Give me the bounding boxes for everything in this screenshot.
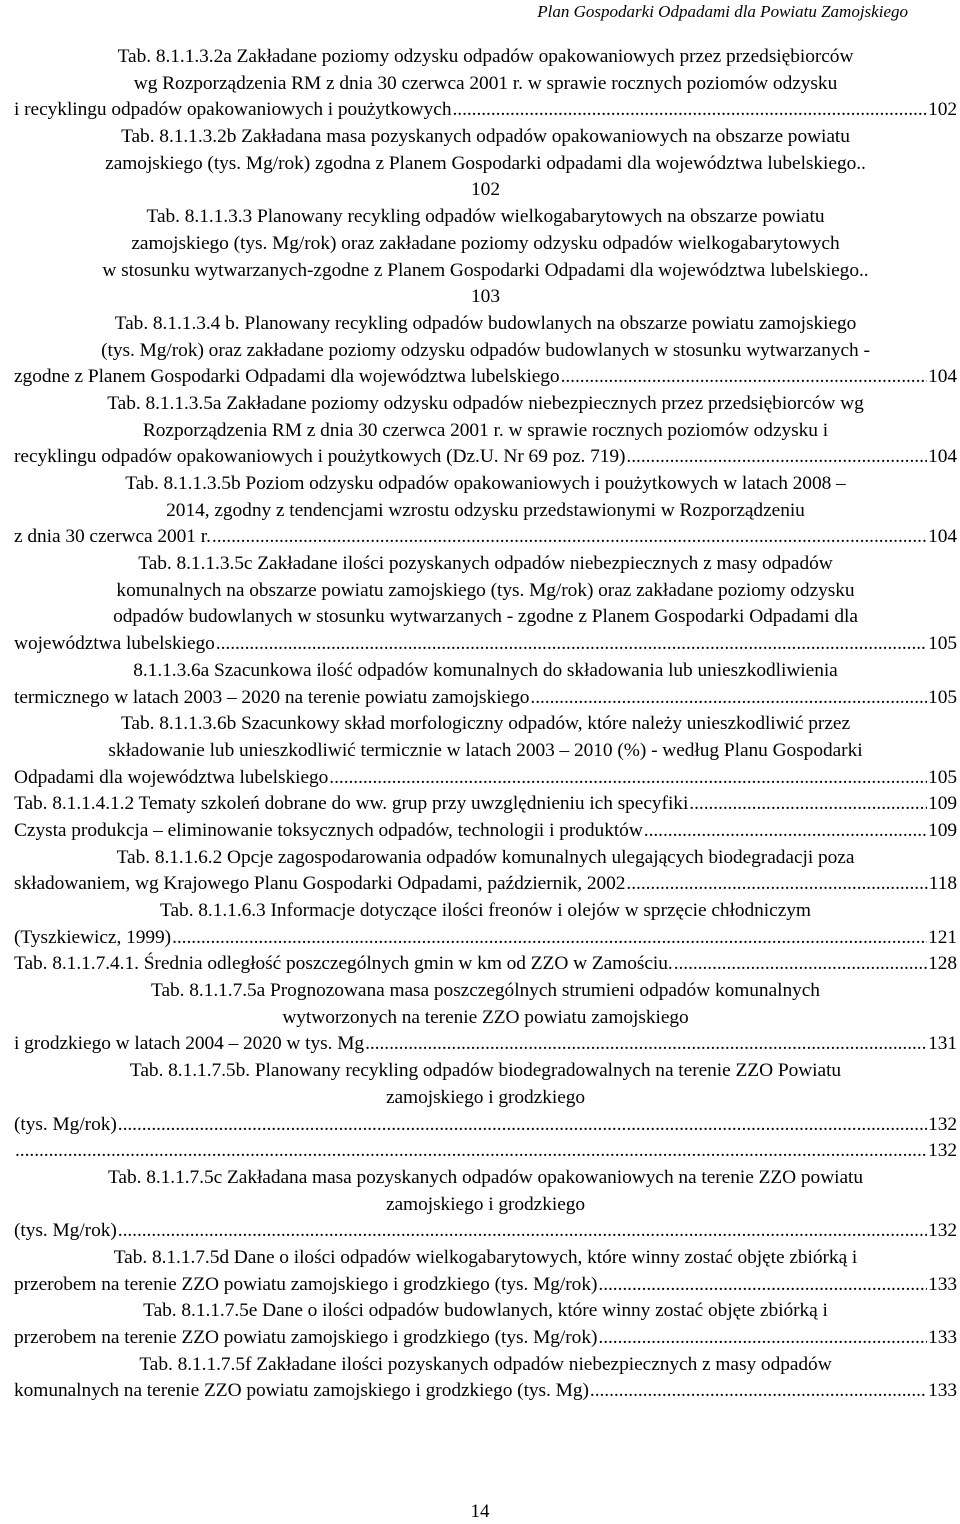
toc-entry-text: przerobem na terenie ZZO powiatu zamojskiego i grodzkiego (tys. Mg/rok) bbox=[14, 1327, 598, 1348]
dot-leader bbox=[689, 791, 927, 818]
dot-leader bbox=[212, 524, 927, 551]
toc-entry-line: Tab. 8.1.1.3.2b Zakładana masa pozyskanych odpadów opakowaniowych na obszarze powiatu bbox=[121, 126, 850, 148]
toc-entry-line: Tab. 8.1.1.3.2a Zakładane poziomy odzysku odpadów opakowaniowych przez przedsiębiorców bbox=[117, 46, 854, 67]
dot-leader bbox=[118, 1112, 927, 1139]
dot-leader bbox=[598, 1325, 927, 1352]
toc-entry-line: odpadów budowlanych w stosunku wytwarzanych - zgodne z Planem Gospodarki Odpadami dla bbox=[113, 606, 858, 628]
toc-entry-text: Czysta produkcja – eliminowanie toksycznych odpadów, technologii i produktów bbox=[14, 819, 643, 841]
toc-entry-line: Tab. 8.1.1.3.4 b. Planowany recykling odpadów budowlanych na obszarze powiatu zamojskiego bbox=[114, 312, 857, 334]
toc-page-number: 133 bbox=[928, 1327, 957, 1348]
dot-leader bbox=[644, 818, 927, 845]
running-header: Plan Gospodarki Odpadami dla Powiatu Zamojskiego bbox=[537, 2, 908, 21]
toc-page-number: 132 bbox=[928, 1140, 957, 1162]
dot-leader bbox=[626, 444, 927, 471]
toc-entry-line bbox=[14, 1272, 957, 1299]
toc-entry-line: zamojskiego i grodzkiego bbox=[385, 1193, 586, 1215]
toc-entry-line: wg Rozporządzenia RM z dnia 30 czerwca 2001 r. w sprawie rocznych poziomów odzysku bbox=[133, 72, 838, 94]
toc-entry-line: składowanie lub unieszkodliwić termicznie w latach 2003 – 2010 (%) - według Planu Gospodarki bbox=[108, 739, 863, 761]
toc-page-number: 132 bbox=[928, 1220, 957, 1242]
toc-entry-line bbox=[14, 871, 957, 898]
dot-leader bbox=[598, 1272, 927, 1299]
toc-entry-line bbox=[14, 1138, 957, 1165]
toc-entry-line: Tab. 8.1.1.7.5c Zakładana masa pozyskanych odpadów opakowaniowych na terenie ZZO powiatu bbox=[107, 1166, 864, 1188]
toc-entry-line bbox=[14, 631, 957, 658]
table-of-contents bbox=[14, 44, 957, 1405]
dot-leader bbox=[365, 1031, 927, 1058]
toc-entry-line: Tab. 8.1.1.3.5b Poziom odzysku odpadów opakowaniowych i poużytkowych w latach 2008 – bbox=[125, 473, 846, 494]
toc-entry-line: zamojskiego (tys. Mg/rok) oraz zakładane poziomy odzysku odpadów wielkogabarytowych bbox=[131, 232, 840, 254]
toc-entry-line: (tys. Mg/rok) oraz zakładane poziomy odzysku odpadów budowlanych w stosunku wytwarzanych - bbox=[101, 339, 870, 361]
dot-leader bbox=[452, 97, 927, 124]
toc-entry-line: 2014, zgodny z tendencjami wzrostu odzysku przedstawionymi w Rozporządzeniu bbox=[166, 499, 805, 521]
dot-leader bbox=[216, 631, 927, 658]
toc-entry-line: Tab. 8.1.1.3.5c Zakładane ilości pozyskanych odpadów niebezpiecznych z masy odpadów bbox=[138, 553, 833, 575]
toc-entry-text: zgodne z Planem Gospodarki Odpadami dla województwa lubelskiego bbox=[14, 366, 560, 388]
toc-page-number: 105 bbox=[928, 686, 957, 708]
toc-page-number: 109 bbox=[928, 793, 957, 815]
toc-entry-line: Tab. 8.1.1.7.5a Prognozowana masa poszczególnych strumieni odpadów komunalnych bbox=[151, 980, 820, 1002]
toc-entry-text: (tys. Mg/rok) bbox=[14, 1113, 117, 1135]
toc-entry-line bbox=[14, 791, 957, 818]
toc-entry-line: Tab. 8.1.1.7.5b. Planowany recykling odpadów biodegradowalnych na terenie ZZO Powiatu bbox=[129, 1060, 842, 1082]
toc-entry-line bbox=[14, 524, 957, 551]
dot-leader bbox=[626, 871, 927, 898]
toc-page-number: 104 bbox=[928, 446, 957, 468]
toc-page-number: 133 bbox=[928, 1273, 957, 1295]
dot-leader bbox=[172, 925, 927, 952]
toc-entry-line: Rozporządzenia RM z dnia 30 czerwca 2001 r. w sprawie rocznych poziomów odzysku i bbox=[142, 419, 829, 441]
toc-entry-text: komunalnych na terenie ZZO powiatu zamojskiego i grodzkiego (tys. Mg) bbox=[14, 1380, 589, 1402]
toc-entry-line: wytworzonych na terenie ZZO powiatu zamojskiego bbox=[282, 1006, 689, 1028]
toc-entry-line: Tab. 8.1.1.6.2 Opcje zagospodarowania odpadów komunalnych ulegających biodegradacji poza bbox=[116, 846, 855, 868]
toc-entry-text: przerobem na terenie ZZO powiatu zamojskiego i grodzkiego (tys. Mg/rok) bbox=[14, 1273, 598, 1295]
toc-entry-line bbox=[14, 444, 957, 471]
toc-entry-line: 103 bbox=[471, 286, 500, 308]
dot-leader bbox=[15, 1138, 927, 1165]
toc-entry-line: komunalnych na obszarze powiatu zamojskiego (tys. Mg/rok) oraz zakładane poziomy odzysku bbox=[116, 579, 855, 601]
toc-entry-text: Odpadami dla województwa lubelskiego bbox=[14, 766, 329, 788]
toc-page-number: 133 bbox=[928, 1380, 957, 1402]
toc-entry-text: (tys. Mg/rok) bbox=[14, 1220, 117, 1242]
toc-entry-line: Tab. 8.1.1.7.5d Dane o ilości odpadów wielkogabarytowych, które winny zostać objęte zbiórką i bbox=[113, 1246, 858, 1268]
toc-entry-text: Tab. 8.1.1.7.4.1. Średnia odległość poszczególnych gmin w km od ZZO w Zamościu. bbox=[14, 953, 673, 975]
dot-leader bbox=[530, 685, 927, 712]
toc-entry-line bbox=[14, 97, 957, 124]
toc-entry-line bbox=[14, 1325, 957, 1352]
toc-entry-line bbox=[14, 951, 957, 978]
toc-page-number: 118 bbox=[928, 873, 957, 895]
toc-entry-line bbox=[14, 364, 957, 391]
toc-entry-line bbox=[14, 1218, 957, 1245]
toc-entry-line bbox=[14, 925, 957, 952]
toc-entry-text: recyklingu odpadów opakowaniowych i poużytkowych (Dz.U. Nr 69 poz. 719) bbox=[14, 446, 626, 468]
toc-page-number: 105 bbox=[928, 633, 957, 655]
toc-entry-line: w stosunku wytwarzanych-zgodne z Planem Gospodarki Odpadami dla województwa lubelskiego.. bbox=[102, 259, 869, 281]
toc-entry-line bbox=[14, 1378, 957, 1405]
toc-page-number: 121 bbox=[928, 926, 957, 948]
page-number: 14 bbox=[470, 1501, 490, 1522]
toc-entry-text: (Tyszkiewicz, 1999) bbox=[14, 926, 172, 948]
toc-page-number: 105 bbox=[928, 766, 957, 788]
toc-page-number: 132 bbox=[928, 1113, 957, 1135]
toc-entry-line: Tab. 8.1.1.6.3 Informacje dotyczące ilości freonów i olejów w sprzęcie chłodniczym bbox=[160, 900, 811, 921]
toc-entry-line: Tab. 8.1.1.3.6b Szacunkowy skład morfologiczny odpadów, które należy unieszkodliwić przez bbox=[120, 713, 851, 735]
toc-entry-line: zamojskiego i grodzkiego bbox=[385, 1086, 586, 1108]
toc-entry-line: zamojskiego (tys. Mg/rok) zgodna z Planem Gospodarki odpadami dla województwa lubelskiego.. bbox=[105, 152, 866, 174]
toc-page-number: 104 bbox=[928, 526, 957, 548]
toc-entry-line bbox=[14, 1112, 957, 1139]
toc-entry-line bbox=[14, 818, 957, 845]
toc-page-number: 102 bbox=[928, 99, 957, 121]
dot-leader bbox=[590, 1378, 927, 1405]
dot-leader bbox=[561, 364, 927, 391]
dot-leader bbox=[674, 951, 927, 978]
toc-entry-text: i recyklingu odpadów opakowaniowych i poużytkowych bbox=[14, 99, 452, 121]
toc-entry-line: Tab. 8.1.1.3.3 Planowany recykling odpadów wielkogabarytowych na obszarze powiatu bbox=[146, 206, 825, 228]
toc-entry-line: Tab. 8.1.1.3.5a Zakładane poziomy odzysku odpadów niebezpiecznych przez przedsiębiorców wg bbox=[107, 392, 864, 414]
toc-entry-line bbox=[14, 765, 957, 792]
toc-page-number: 109 bbox=[928, 819, 957, 841]
toc-entry-line: Tab. 8.1.1.7.5e Dane o ilości odpadów budowlanych, które winny zostać objęte zbiórką i bbox=[143, 1300, 828, 1322]
toc-entry-line: Tab. 8.1.1.7.5f Zakładane ilości pozyskanych odpadów niebezpiecznych z masy odpadów bbox=[139, 1353, 832, 1375]
dot-leader bbox=[118, 1218, 927, 1245]
toc-entry-text: Tab. 8.1.1.4.1.2 Tematy szkoleń dobrane do ww. grup przy uwzględnieniu ich specyfiki bbox=[14, 793, 689, 815]
toc-entry-text: województwa lubelskiego bbox=[14, 633, 215, 655]
toc-entry-text: i grodzkiego w latach 2004 – 2020 w tys. Mg bbox=[14, 1033, 365, 1055]
toc-page-number: 131 bbox=[928, 1033, 957, 1055]
toc-page-number: 128 bbox=[928, 953, 957, 975]
toc-entry-text: termicznego w latach 2003 – 2020 na terenie powiatu zamojskiego bbox=[14, 686, 530, 708]
toc-entry-text: składowaniem, wg Krajowego Planu Gospodarki Odpadami, październik, 2002 bbox=[14, 873, 626, 895]
toc-entry-line bbox=[14, 1031, 957, 1058]
toc-page-number: 104 bbox=[928, 366, 957, 388]
toc-entry-line: 8.1.1.3.6a Szacunkowa ilość odpadów komunalnych do składowania lub unieszkodliwienia bbox=[133, 659, 838, 681]
toc-entry-line bbox=[14, 685, 957, 712]
dot-leader bbox=[329, 765, 927, 792]
toc-entry-text: z dnia 30 czerwca 2001 r. bbox=[14, 526, 211, 548]
toc-entry-line: 102 bbox=[471, 179, 500, 201]
